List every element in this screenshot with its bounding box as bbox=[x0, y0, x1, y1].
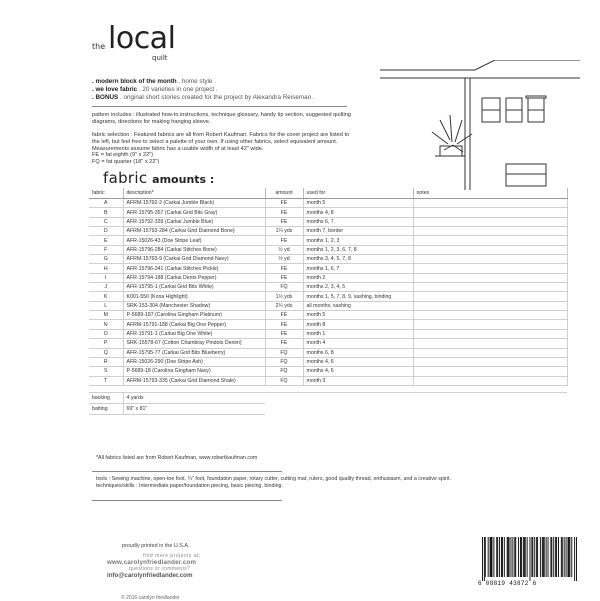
right-edge-strip bbox=[588, 0, 600, 600]
barcode-bar bbox=[555, 537, 556, 577]
barcode-bar bbox=[561, 537, 562, 577]
barcode-bar bbox=[499, 537, 500, 577]
fabric-letter: G bbox=[89, 255, 123, 264]
fabric-notes[interactable] bbox=[413, 255, 567, 264]
tagline-1: . modern block of the month . home style . bbox=[92, 78, 216, 85]
fabric-amount: FE bbox=[265, 320, 303, 329]
fabric-description: AFR-15796-341 (Carkai Stitches Pickle) bbox=[123, 264, 265, 273]
fabric-used-for: all months, sashing bbox=[303, 301, 413, 310]
table-row bbox=[89, 245, 567, 254]
table-row bbox=[89, 311, 567, 320]
fabric-amount: FE bbox=[265, 264, 303, 273]
fabric-description: P-5689-187 (Carolina Gingham Platinum) bbox=[123, 311, 265, 320]
table-header bbox=[89, 188, 567, 199]
fabric-description: AFRM-15791-188 (Carkai Big One Pepper) bbox=[123, 320, 265, 329]
fabric-description: K001-550 (Kona Highlight) bbox=[123, 292, 265, 301]
fabric-used-for: month 3 bbox=[303, 376, 413, 385]
fabric-amount: FE bbox=[265, 236, 303, 245]
extra-label: backing bbox=[89, 392, 123, 403]
barcode-bar bbox=[484, 537, 485, 581]
fq-definition: FQ = fat quarter (18" x 22") bbox=[92, 159, 160, 165]
barcode-bar bbox=[520, 537, 521, 577]
fabric-amount: FQ bbox=[265, 348, 303, 357]
barcode-bar bbox=[502, 537, 503, 577]
barcode-bar bbox=[523, 537, 524, 577]
barcode-bar bbox=[514, 537, 515, 577]
fabric-description: SRK-153-304 (Manchester Shadow) bbox=[123, 301, 265, 310]
barcode-bar bbox=[551, 537, 552, 577]
barcode-bar bbox=[496, 537, 497, 577]
fabric-letter: Q bbox=[89, 348, 123, 357]
fabric-used-for: month 5 bbox=[303, 199, 413, 208]
fabric-notes[interactable] bbox=[413, 217, 567, 226]
fabric-amounts-heading: fabric amounts : bbox=[103, 169, 215, 187]
fabric-notes[interactable] bbox=[413, 311, 567, 320]
barcode-bar bbox=[537, 537, 538, 577]
fabric-notes[interactable] bbox=[413, 320, 567, 329]
barcode-bar bbox=[511, 537, 512, 577]
barcode-bar bbox=[576, 537, 577, 581]
barcode-bar bbox=[515, 537, 516, 577]
fabric-description: AFR-15791-1 (Carkai Big One White) bbox=[123, 329, 265, 338]
barcode-bar bbox=[507, 537, 508, 577]
fabric-used-for: months 1, 2, 3 bbox=[303, 236, 413, 245]
divider-techniques bbox=[92, 500, 282, 501]
barcode-bar bbox=[497, 537, 498, 577]
fabric-used-for: months 4, 8 bbox=[303, 208, 413, 217]
fabric-notes[interactable] bbox=[413, 227, 567, 236]
fabric-used-for: months 4, 6 bbox=[303, 357, 413, 366]
col-amount: amount bbox=[265, 188, 303, 199]
fabric-notes[interactable] bbox=[413, 376, 567, 385]
fabric-description: AFR-15794-188 (Carkai Dents Pepper) bbox=[123, 273, 265, 282]
fabric-notes[interactable] bbox=[413, 264, 567, 273]
fabric-amount: FE bbox=[265, 273, 303, 282]
fabric-letter: H bbox=[89, 264, 123, 273]
barcode-bar bbox=[490, 537, 491, 577]
col-description: description* bbox=[123, 188, 265, 199]
pattern-includes: pattern includes : illustrated how-to instructions, technique glossary, handy tip section, suggested quilting diagrams, directions for making hanging sleeve. bbox=[92, 112, 351, 125]
extra-value: 69" x 81" bbox=[123, 403, 265, 414]
barcode-bar bbox=[485, 537, 486, 577]
barcode-bar bbox=[574, 537, 575, 581]
barcode-bar bbox=[553, 537, 554, 577]
barcode-bar bbox=[492, 537, 493, 577]
table-row bbox=[89, 339, 567, 348]
pattern-title: local bbox=[108, 21, 176, 56]
fabric-description: AFR-15795-357 (Carkai Grid Bits Gray) bbox=[123, 208, 265, 217]
barcode-bar bbox=[488, 537, 489, 577]
barcode-bar bbox=[542, 537, 543, 577]
fabric-used-for: months 4, 6 bbox=[303, 367, 413, 376]
table-row bbox=[89, 264, 567, 273]
fabric-amount: FE bbox=[265, 339, 303, 348]
fabric-letter: B bbox=[89, 208, 123, 217]
barcode-bar bbox=[512, 537, 513, 577]
divider bbox=[92, 106, 347, 107]
fabric-notes[interactable] bbox=[413, 292, 567, 301]
barcode-bar bbox=[532, 537, 533, 577]
tagline-3: . BONUS . original short stories created for the project by Alexandra Reiseman . bbox=[92, 94, 315, 101]
fabric-used-for: months 1, 5, 7, 8, 9, sashing, binding bbox=[303, 292, 413, 301]
fabric-description: AFR-15026-290 (Doe Stripe Ash) bbox=[123, 357, 265, 366]
fabric-used-for: months 3, 4, 5, 7, 8 bbox=[303, 255, 413, 264]
fabric-selection: fabric selection : Featured fabrics are all from Robert Kaufman. Fabrics for the cover project are listed to the left, but feel free to select a palette of your own. If using other fabrics, select equivalent amount. Measurements assume fabric has a usable width of at least 42" wide. bbox=[92, 132, 350, 152]
table-extra-row bbox=[89, 403, 567, 414]
barcode-bar bbox=[569, 537, 570, 577]
website-link[interactable]: www.carolynfriedlander.com bbox=[107, 559, 197, 566]
fabric-amount: FQ bbox=[265, 357, 303, 366]
fabric-amount: FE bbox=[265, 217, 303, 226]
printed-in-usa: proudly printed in the U.S.A. bbox=[122, 543, 190, 549]
fabric-description: P-5689-18 (Carolina Gingham Navy) bbox=[123, 367, 265, 376]
fabric-letter: L bbox=[89, 301, 123, 310]
fabric-amount: 2¼ yds bbox=[265, 301, 303, 310]
barcode-bar bbox=[491, 537, 492, 577]
fabric-notes[interactable] bbox=[413, 329, 567, 338]
title-quilt: quilt bbox=[152, 54, 168, 62]
fabric-notes[interactable] bbox=[413, 208, 567, 217]
fabric-used-for: months 2, 3, 4, 5 bbox=[303, 283, 413, 292]
barcode-bar bbox=[493, 537, 494, 577]
fabric-notes[interactable] bbox=[413, 273, 567, 282]
barcode-bar bbox=[530, 537, 531, 581]
table-row bbox=[89, 208, 567, 217]
fabric-used-for: month 8 bbox=[303, 320, 413, 329]
barcode-bar bbox=[564, 537, 565, 577]
table-extra-row bbox=[89, 392, 567, 403]
divider-tools bbox=[92, 471, 282, 472]
fabric-amount: FQ bbox=[265, 376, 303, 385]
table-row bbox=[89, 217, 567, 226]
barcode-bar bbox=[482, 537, 483, 581]
tools-text: tools : Sewing machine, open-toe foot, ¼" foot, foundation paper, rotary cutter, cutting mat, rulers, good quality thread, enthusiasm, and a creative spirit. techniques/skills : Intermediate paper/foundation piecing, basic piecing, binding. bbox=[96, 476, 451, 489]
fabric-letter: J bbox=[89, 283, 123, 292]
table-row bbox=[89, 273, 567, 282]
fabric-letter: M bbox=[89, 311, 123, 320]
fabric-letter: N bbox=[89, 320, 123, 329]
barcode-bar bbox=[544, 537, 545, 577]
barcode-bar bbox=[521, 537, 522, 577]
fabric-amount: FE bbox=[265, 208, 303, 217]
fabric-letter: A bbox=[89, 199, 123, 208]
upc-barcode bbox=[478, 534, 580, 586]
col-fabric: fabric bbox=[89, 188, 123, 199]
questions-label: questions or comments? bbox=[128, 566, 191, 572]
fabric-notes[interactable] bbox=[413, 367, 567, 376]
fabric-letter: K bbox=[89, 292, 123, 301]
barcode-bar bbox=[568, 537, 569, 577]
fabric-description: AFRM-15792-2 (Carkai Jumble Black) bbox=[123, 199, 265, 208]
barcode-bar bbox=[536, 537, 537, 577]
barcode-bar bbox=[518, 537, 519, 577]
fabric-used-for: month 2 bbox=[303, 273, 413, 282]
fabric-amount: 1¼ yds bbox=[265, 227, 303, 236]
fabric-description: AFRM-15793-335 (Carkai Grid Diamond Shale) bbox=[123, 376, 265, 385]
table-row bbox=[89, 301, 567, 310]
table-row bbox=[89, 227, 567, 236]
title-the: the bbox=[92, 42, 106, 51]
barcode-bar bbox=[508, 537, 509, 577]
fabric-description: AFRM-15793-284 (Carkai Grid Diamond Bone) bbox=[123, 227, 265, 236]
fabric-description: SRK-15578-67 (Cotton Chambray Pindots Denim) bbox=[123, 339, 265, 348]
fabric-letter: C bbox=[89, 217, 123, 226]
fabric-notes[interactable] bbox=[413, 339, 567, 348]
fabric-description: AFR-15796-284 (Carkai Stitches Bone) bbox=[123, 245, 265, 254]
table-row bbox=[89, 255, 567, 264]
fabric-letter: D bbox=[89, 227, 123, 236]
fe-definition: FE = fat eighth (9" x 22") bbox=[92, 152, 154, 158]
fabric-used-for: months 1, 2, 3, 6, 7, 8 bbox=[303, 245, 413, 254]
barcode-bar bbox=[548, 537, 549, 577]
fabric-used-for: month 1 bbox=[303, 329, 413, 338]
email-link[interactable]: info@carolynfriedlander.com bbox=[107, 572, 193, 579]
fabric-footnote: *All fabrics listed are from Robert Kaufman, www.robertkaufman.com bbox=[96, 455, 258, 461]
fabric-letter: P bbox=[89, 339, 123, 348]
fabric-used-for: months 6, 8 bbox=[303, 348, 413, 357]
table-row bbox=[89, 357, 567, 366]
fabric-amount: ½ yd bbox=[265, 255, 303, 264]
barcode-bar bbox=[524, 537, 525, 577]
barcode-bar bbox=[509, 537, 510, 577]
fabric-amount: FQ bbox=[265, 283, 303, 292]
barcode-bar bbox=[546, 537, 547, 577]
fabric-letter: O bbox=[89, 329, 123, 338]
col-notes: notes bbox=[413, 188, 567, 199]
barcode-bar bbox=[550, 537, 551, 577]
barcode-bar bbox=[540, 537, 541, 577]
fabric-letter: S bbox=[89, 367, 123, 376]
table-row bbox=[89, 292, 567, 301]
barcode-bar bbox=[525, 537, 526, 577]
barcode-bar bbox=[562, 537, 563, 577]
table-row bbox=[89, 367, 567, 376]
fabric-used-for: month 4 bbox=[303, 339, 413, 348]
table-gap bbox=[89, 385, 567, 392]
fabric-used-for: months 1, 6, 7 bbox=[303, 264, 413, 273]
fabric-letter: I bbox=[89, 273, 123, 282]
barcode-bar bbox=[527, 537, 528, 577]
table-row bbox=[89, 283, 567, 292]
barcode-bar bbox=[501, 537, 502, 577]
fabric-amount: FQ bbox=[265, 367, 303, 376]
barcode-bar bbox=[571, 537, 572, 577]
fabric-amount: ½ yd bbox=[265, 245, 303, 254]
house-illustration bbox=[380, 60, 580, 190]
fabric-amount: FE bbox=[265, 311, 303, 320]
fabric-used-for: month 5 bbox=[303, 311, 413, 320]
fabric-amount: FE bbox=[265, 329, 303, 338]
fabric-description: AFR-15026-43 (Doe Stripe Leaf) bbox=[123, 236, 265, 245]
barcode-bar bbox=[556, 537, 557, 577]
fabric-amounts-table bbox=[89, 188, 568, 415]
col-used-for: used for bbox=[303, 188, 413, 199]
tagline-2: . we love fabric . 20 varieties in one project . bbox=[92, 86, 218, 93]
fabric-description: AFR-15792-339 (Carkai Jumble Blue) bbox=[123, 217, 265, 226]
fabric-notes[interactable] bbox=[413, 357, 567, 366]
fabric-amount: FE bbox=[265, 199, 303, 208]
fabric-notes[interactable] bbox=[413, 236, 567, 245]
table-row bbox=[89, 320, 567, 329]
barcode-bar bbox=[504, 537, 505, 577]
fabric-description: AFR-15795-77 (Carkai Grid Bits Blueberry) bbox=[123, 348, 265, 357]
extra-label: batting bbox=[89, 403, 123, 414]
copyright: © 2016 carolyn friedlander bbox=[121, 595, 180, 601]
table-row bbox=[89, 348, 567, 357]
fabric-letter: E bbox=[89, 236, 123, 245]
barcode-bar bbox=[531, 537, 532, 577]
fabric-letter: T bbox=[89, 376, 123, 385]
fabric-amount: 1½ yds bbox=[265, 292, 303, 301]
fabric-letter: R bbox=[89, 357, 123, 366]
fabric-notes[interactable] bbox=[413, 283, 567, 292]
fabric-notes[interactable] bbox=[413, 199, 567, 208]
barcode-digits: 6 08819 43872 6 bbox=[478, 580, 537, 587]
fabric-notes[interactable] bbox=[413, 301, 567, 310]
fabric-letter: F bbox=[89, 245, 123, 254]
find-more-label: find more projects at: bbox=[143, 553, 201, 559]
table-row bbox=[89, 236, 567, 245]
barcode-bar bbox=[566, 537, 567, 577]
barcode-bar bbox=[534, 537, 535, 577]
table-row bbox=[89, 199, 567, 208]
contact-block bbox=[107, 553, 207, 579]
fabric-notes[interactable] bbox=[413, 245, 567, 254]
fabric-notes[interactable] bbox=[413, 348, 567, 357]
table-row bbox=[89, 329, 567, 338]
barcode-bar bbox=[558, 537, 559, 577]
fabric-description: AFR-15795-1 (Carkai Grid Bits White) bbox=[123, 283, 265, 292]
barcode-bar bbox=[543, 537, 544, 577]
fabric-description: AFRM-15793-9 (Carkai Grid Diamond Navy) bbox=[123, 255, 265, 264]
extra-value: 4 yards bbox=[123, 392, 265, 403]
table-row bbox=[89, 376, 567, 385]
barcode-bar bbox=[568, 537, 569, 577]
fabric-used-for: months 6, 7 bbox=[303, 217, 413, 226]
fabric-used-for: month 7, border bbox=[303, 227, 413, 236]
